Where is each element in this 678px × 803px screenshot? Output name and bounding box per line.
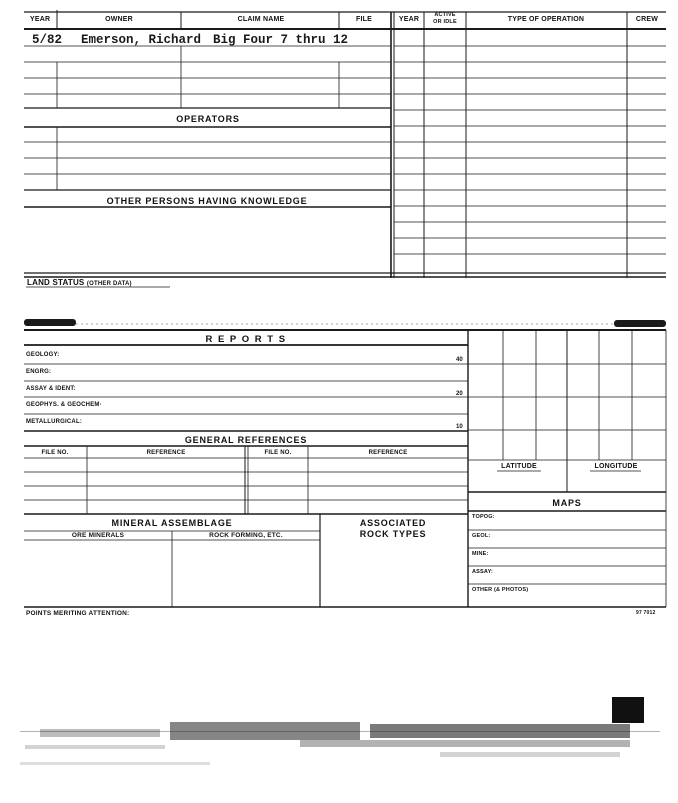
entry-claim-name: Big Four 7 thru 12 [213,33,349,47]
rock-types-label: ROCK TYPES [359,529,427,539]
col-file: FILE [356,16,372,23]
other-persons-heading: OTHER PERSONS HAVING KNOWLEDGE [106,196,308,206]
maps-heading: MAPS [552,498,582,508]
report-assay-num: 20 [456,391,463,397]
col-active: ACTIVE [434,12,456,18]
report-geophys: GEOPHYS. & GEOCHEM· [26,402,102,408]
col-crew: CREW [635,16,659,23]
general-references-heading: GENERAL REFERENCES [184,435,308,445]
associated-label: ASSOCIATED [359,518,427,528]
gr-file-no-1: FILE NO. [41,450,69,456]
col-year: YEAR [30,16,51,23]
report-geology-num: 40 [456,357,463,363]
maps-topog: TOPOG: [472,514,495,520]
col-type-of-operation: TYPE OF OPERATION [507,16,585,23]
entry-year: 5/82 [32,33,63,47]
report-metallurgical: METALLURGICAL: [26,419,83,425]
land-status-heading: LAND STATUS (OTHER DATA) [27,278,132,287]
col-idle: OR IDLE [433,19,457,25]
form-code: 97 7012 [636,610,656,616]
ore-minerals-label: ORE MINERALS [71,532,125,539]
col-owner: OWNER [105,16,133,23]
entry-owner: Emerson, Richard [81,33,202,47]
maps-mine: MINE: [472,551,489,557]
rock-forming-label: ROCK FORMING, ETC. [209,532,283,539]
maps-other: OTHER (& PHOTOS) [472,587,529,593]
longitude-label: LONGITUDE [594,463,638,470]
maps-geol: GEOL: [472,533,491,539]
maps-assay: ASSAY: [472,569,494,575]
report-engrg: ENGRG: [26,369,52,375]
points-meriting-attention: POINTS MERITING ATTENTION: [26,610,130,617]
report-metallurgical-num: 10 [456,424,463,430]
report-geology: GEOLOGY: [26,352,60,358]
scan-noise [20,697,660,765]
latitude-label: LATITUDE [501,463,537,470]
scan-bar-left [24,319,76,326]
gr-reference-1: REFERENCE [146,450,186,456]
mineral-assemblage-heading: MINERAL ASSEMBLAGE [111,518,233,528]
gr-reference-2: REFERENCE [368,450,408,456]
reports-heading: R E P O R T S [205,334,287,345]
operators-heading: OPERATORS [176,114,240,124]
gr-file-no-2: FILE NO. [264,450,292,456]
col-claim-name: CLAIM NAME [237,16,285,23]
col-year-right: YEAR [398,16,420,23]
scan-bar-right [614,320,666,327]
report-assay: ASSAY & IDENT: [26,386,76,392]
